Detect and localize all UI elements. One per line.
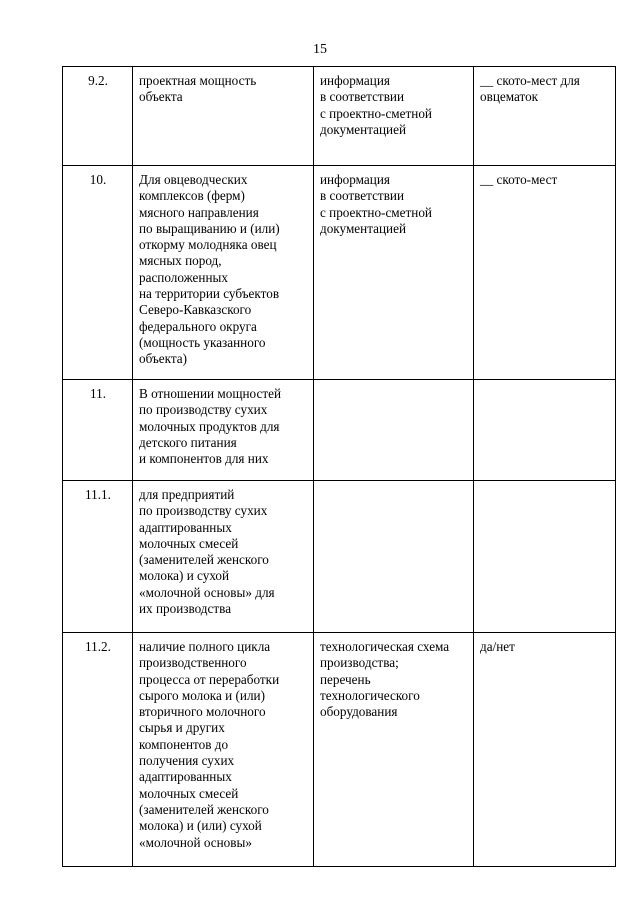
table-row (63, 67, 616, 166)
table-row (63, 481, 616, 633)
criterion-cell: наличие полного цикла производственного процесса от переработки сырого молока и (или) вторичного молочного сырья и других компонентов до получения сухих адаптированных молочных смесей (заменителей женского молока) и (или) сухой «молочной основы» (133, 633, 314, 867)
table-row (63, 380, 616, 481)
value-cell (474, 481, 616, 633)
criterion-cell: для предприятий по производству сухих адаптированных молочных смесей (заменителей женского молока) и сухой «молочной основы» для их производства (133, 481, 314, 633)
value-cell (474, 380, 616, 481)
row-number: 11.2. (63, 633, 133, 867)
document-cell (314, 380, 474, 481)
value-cell: да/нет (474, 633, 616, 867)
criterion-cell: В отношении мощностей по производству сухих молочных продуктов для детского питания и компонентов для них (133, 380, 314, 481)
table-row (63, 166, 616, 380)
criteria-table (62, 66, 616, 867)
page-number: 15 (313, 42, 327, 57)
row-number: 11.1. (63, 481, 133, 633)
document-cell: информация в соответствии с проектно-сметной документацией (314, 67, 474, 166)
criterion-cell: проектная мощность объекта (133, 67, 314, 166)
row-number: 9.2. (63, 67, 133, 166)
document-cell (314, 481, 474, 633)
value-cell: __ ското-мест для овцематок (474, 67, 616, 166)
row-number: 10. (63, 166, 133, 380)
document-cell: технологическая схема производства; перечень технологического оборудования (314, 633, 474, 867)
value-cell: __ ското-мест (474, 166, 616, 380)
row-number: 11. (63, 380, 133, 481)
criterion-cell: Для овцеводческих комплексов (ферм) мясного направления по выращиванию и (или) откорму молодняка овец мясных пород, расположенных на территории субъектов Северо-Кавказского федерального округа (мощность указанного объекта) (133, 166, 314, 380)
table-row (63, 633, 616, 867)
document-cell: информация в соответствии с проектно-сметной документацией (314, 166, 474, 380)
